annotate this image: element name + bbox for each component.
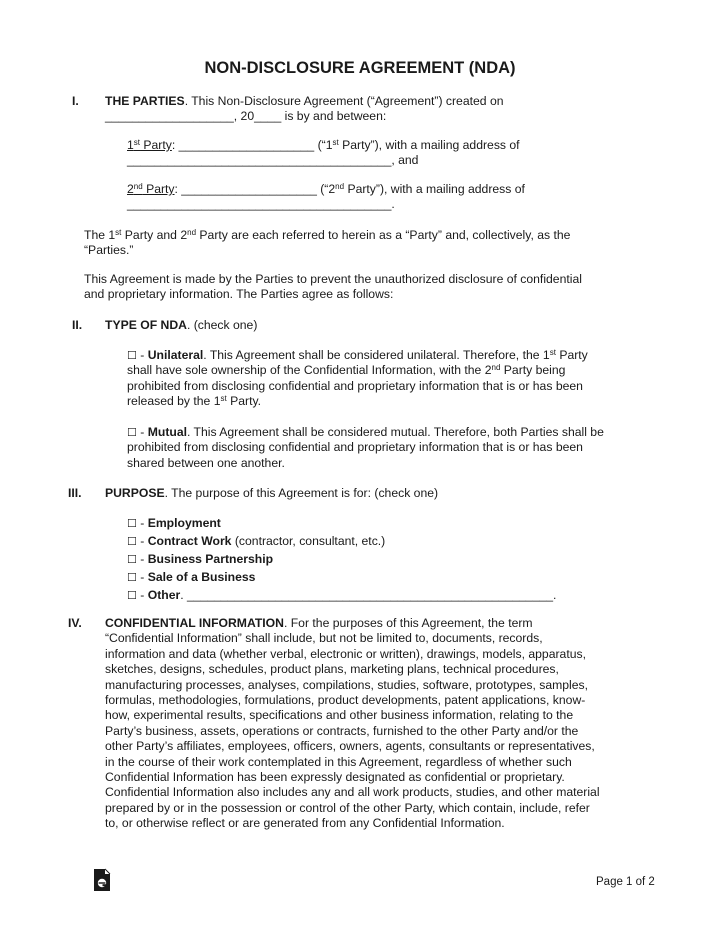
section-text: manufacturing processes, analyses, compilations, studies, software, prototypes, samples,	[105, 677, 588, 692]
mutual-checkbox[interactable]: ☐	[127, 426, 137, 439]
section-subtext: . (check one)	[186, 318, 258, 332]
section-heading: CONFIDENTIAL INFORMATION	[105, 616, 284, 630]
section-heading: PURPOSE	[105, 486, 165, 500]
option-text: (contractor, consultant, etc.)	[231, 534, 386, 548]
option-label: Contract Work	[147, 534, 232, 548]
mutual-text: shared between one another.	[127, 455, 285, 470]
option-text: . ______________________________________________________.	[180, 588, 557, 602]
unilateral-text: shall have sole ownership of the Confidential Information, with the 2nd Party being	[127, 363, 566, 378]
checkbox[interactable]: ☐	[127, 589, 137, 602]
checkbox[interactable]: ☐	[127, 535, 137, 548]
section-text: “Confidential Information” shall include, but not be limited to, documents, records,	[105, 631, 543, 646]
document-page: NON-DISCLOSURE AGREEMENT (NDA) I. THE PARTIES. This Non-Disclosure Agreement (“Agreement”) created on ___________________, 20____ is by and between: 1st Party: ____________________ (“1st Party”), with a mailing address of _______________________________________, and 2nd Party: ____________________ (“2nd Party”), with a mailing address of _______________________________________. The 1st Party and 2nd Party are each referred to herein as a “Party” and, collectively, as the “Parties.” This Agreement is made by the Parties to prevent the unauthorized disclosure of confidential and proprietary information. The Parties agree as follows: II. TYPE OF NDA. (check one) ☐ - Unilateral. This Agreement shall be considered unilateral. Therefore, the 1st Party shall have sole ownership of the Confidential Information, with the 2nd Party being prohibited from disclosing confidential and proprietary information that is or has been released by the 1st Party. ☐ - Mutual. This Agreement shall be considered mutual. Therefore, both Parties shall be prohibited from disclosing confidential and proprietary information that is or has been shared between one another. III. PURPOSE. The purpose of this Agreement is for: (check one) ☐ - Employment ☐ - Contract Work (contractor, consultant, etc.) ☐ - Business Partnership ☐ - Sale of a Business ☐ - Other. ______________________________________________________. IV. CONFIDENTIAL INFORMATION. For the purposes of this Agreement, the term “Confidential Information” shall include, but not be limited to, documents, records, information and data (whether verbal, electronic or written), drawings, models, apparatus, sketches, designs, schedules, product plans, marketing plans, technical procedures, manufacturing processes, analyses, compilations, studies, software, prototypes, samples, formulas, methodologies, formulations, product developments, patent applications, know- how, experimental results, specifications and other business information, relating to the Party’s business, assets, operations or contracts, furnished to the other Party and/or the other Party’s affiliates, employees, officers, owners, agents, consultants or representatives, in the course of their work contemplated in this Agreement, regardless of whether such Confidential Information has been expressly designated as confidential or proprietary. Confidential Information also includes any and all work products, studies, and other material prepared by or in the possession or control of the other Party, which contain, include, refer to, or otherwise reflect or are generated from any Confidential Information. Page 1 of 2	[0, 0, 720, 931]
section-number: III.	[68, 486, 82, 500]
purpose-option: ☐ - Contract Work (contractor, consultant, etc.)	[127, 534, 386, 548]
section-text: prepared by or in the possession or control of the other Party, which contain, include, refer	[105, 800, 590, 815]
unilateral-checkbox[interactable]: ☐	[127, 349, 137, 362]
checkbox[interactable]: ☐	[127, 553, 137, 566]
section-number: II.	[72, 318, 83, 332]
section-subtext: . The purpose of this Agreement is for: (check one)	[164, 486, 439, 500]
section-body	[105, 94, 640, 125]
paragraph-line: The 1st Party and 2nd Party are each referred to herein as a “Party” and, collectively, as the	[84, 228, 571, 242]
purpose-option: ☐ - Employment	[127, 516, 221, 530]
paragraph-line: “Parties.”	[84, 243, 134, 258]
section-text: . For the purposes of this Agreement, the term	[283, 616, 533, 630]
paragraph-line: This Agreement is made by the Parties to prevent the unauthorized disclosure of confidential	[84, 272, 582, 286]
unilateral-label: Unilateral	[147, 348, 204, 362]
section-text: to, or otherwise reflect or are generated from any Confidential Information.	[105, 816, 505, 831]
party-2-label: 2nd Party	[127, 182, 175, 196]
party-2-text: : ____________________ (“2nd Party”), with a mailing address of	[174, 182, 525, 196]
document-title: NON-DISCLOSURE AGREEMENT (NDA)	[204, 59, 516, 77]
purpose-option: ☐ - Other. ______________________________________________________.	[127, 588, 557, 602]
section-heading: THE PARTIES	[105, 94, 185, 108]
parties-definition-paragraph	[84, 228, 644, 259]
mutual-text: prohibited from disclosing confidential and proprietary information that is or has been	[127, 440, 583, 455]
parties-line-1	[105, 94, 640, 109]
purpose-option: ☐ - Business Partnership	[127, 552, 274, 566]
section-text: sketches, designs, schedules, product plans, marketing plans, technical procedures,	[105, 662, 559, 677]
party-1-line-1	[127, 138, 639, 153]
section-text: formulas, methodologies, formulations, product developments, patent applications, know-	[105, 693, 586, 708]
option-label: Employment	[147, 516, 221, 530]
party-2-line-1	[127, 182, 639, 197]
party-1-line-2: _______________________________________, and	[127, 153, 419, 168]
purpose-option: ☐ - Sale of a Business	[127, 570, 256, 584]
section-text: Confidential Information also includes any and all work products, studies, and other material	[105, 785, 600, 800]
option-label: Other	[147, 588, 181, 602]
parties-text: . This Non-Disclosure Agreement (“Agreement”) created on	[184, 94, 504, 108]
unilateral-text: released by the 1st Party.	[127, 394, 262, 409]
section-text: Confidential Information has been expressly designated as confidential or proprietary.	[105, 770, 565, 785]
party-1-label: 1st Party	[127, 138, 172, 152]
mutual-label: Mutual	[147, 425, 187, 439]
checkbox[interactable]: ☐	[127, 517, 137, 530]
section-text: information and data (whether verbal, electronic or written), drawings, models, apparatus,	[105, 646, 586, 661]
option-label: Sale of a Business	[147, 570, 256, 584]
checkbox[interactable]: ☐	[127, 571, 137, 584]
mutual-text: . This Agreement shall be considered mutual. Therefore, both Parties shall be	[186, 425, 604, 439]
parties-line-2: ___________________, 20____ is by and between:	[105, 109, 387, 124]
section-text: how, experimental results, specifications and other business information, relating to the	[105, 708, 574, 723]
section-number: IV.	[68, 616, 82, 630]
party-2-line-2: _______________________________________.	[127, 197, 395, 212]
purpose-statement-paragraph	[84, 272, 644, 303]
option-label: Business Partnership	[147, 552, 274, 566]
party-1-text: : ____________________ (“1st Party”), with a mailing address of	[171, 138, 520, 152]
unilateral-text: . This Agreement shall be considered unilateral. Therefore, the 1st Party	[203, 348, 588, 362]
section-text: in the course of their work contemplated in this Agreement, regardless of whether such	[105, 754, 572, 769]
eforms-logo-icon	[93, 868, 111, 892]
section-text: other Party’s affiliates, employees, officers, owners, agents, consultants or representatives,	[105, 739, 595, 754]
paragraph-line: and proprietary information. The Parties agree as follows:	[84, 287, 394, 302]
section-heading: TYPE OF NDA	[105, 318, 187, 332]
section-number: I.	[72, 94, 79, 108]
page-number: Page 1 of 2	[596, 876, 655, 888]
section-text: Party’s business, assets, operations or contracts, furnished to the other Party and/or the	[105, 723, 579, 738]
unilateral-text: prohibited from disclosing confidential and proprietary information that is or has been	[127, 378, 583, 393]
